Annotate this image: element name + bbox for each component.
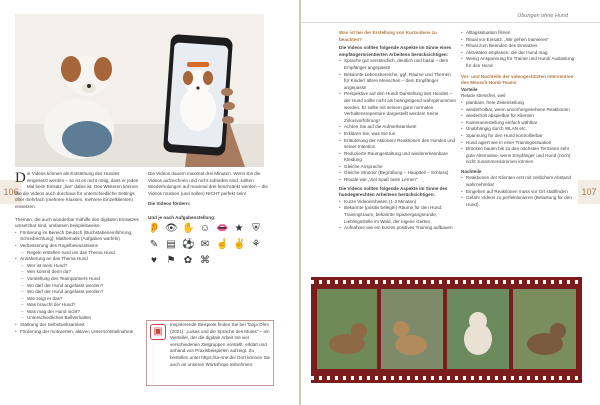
- list-item: • Eingehen auf Reaktionen muss vor Ort stattfinden: [461, 189, 577, 196]
- list-item: • Gefahr Videos zu perfektionieren (Belastung für den Hund): [461, 195, 577, 208]
- topic-item: – Wer kommt denn da?: [15, 269, 139, 276]
- dog-list: [339, 199, 457, 232]
- eye-icon: 👁: [165, 223, 178, 234]
- pencil-icon: ✎: [149, 239, 159, 250]
- puzzle-icon: ⚘: [251, 239, 261, 250]
- list-item: • Achten Sie auf die Aufmerksamkeit!: [339, 124, 457, 131]
- dog-film-strip: [311, 277, 582, 383]
- list-item: • Reaktionen der Klienten erst mit zeitlichem Abstand wahrnehmbar: [461, 175, 577, 188]
- right-page: [301, 0, 600, 405]
- intro-text: ie Videos können als Entstehung des Hundes eingesetzt werden – so ist es nicht nötig, dass er jedes Mal beim Einsatz „live“ dabei ist. Des Weiteren können Sie die Videos auch durchaus für unterschiedliche Settings öfter mehrfach (mehrere Klassen, mehrere Einzelklienten) einsetzen.: [15, 171, 139, 209]
- topic-list: [15, 230, 139, 336]
- list-item: • Hund agiert wie in einer Trainingssituation: [461, 140, 577, 147]
- topics-intro: Themen, die auch wunderbar mithilfe des digitalen Einsatzes umsetzbar sind, umfassen beispielsweise:: [15, 216, 139, 229]
- topic-item: – Wo darf der Hund angefasst werden?: [15, 289, 139, 296]
- list-item: • Erklären Sie, was Sie tun: [339, 131, 457, 138]
- left-column-text: [15, 171, 139, 335]
- topic-item: • Annäherung an das Thema Hund: [15, 256, 139, 263]
- skill-icons: [148, 223, 274, 267]
- list-item: • Unabhängig durch WLAN etc.: [461, 126, 577, 133]
- topic-item: – Was braucht der Hund?: [15, 302, 139, 309]
- list-item: • Kameraeinstellung einfach wählbar: [461, 120, 577, 127]
- topic-item: • Förderung im Bereich Deutsch (Buchstabeneinführung, Schreibrichtung), Mathematik (Aufgaben würfeln): [15, 230, 139, 243]
- vn-heading: Vor- und Nachteile der videogestützten Intervention des Mensch-Hund-Teams: [461, 73, 574, 86]
- list-item: • Gleiche Struktur (Begrüßung – Hauptteil – Schluss): [339, 170, 457, 177]
- tip-text: Inspirierende Beispiele finden Sie bei Tanja Ohm (2021): „Lukas und die Sprache des Mutes“ – ein Vierteiler, der die digitale Arbeit mit vier verschiedenen Zielgruppen vorstellt, erklärt und anhand von Praxisbeispielen aufzeigt. Zu bestellen unter https://ta-nne.de/ Dort können Sie auch an unseren Workshops teilnehmen.: [170, 322, 271, 367]
- list-item: • wiederholbar, wenn unvorhergesehene Reaktionen: [461, 107, 577, 114]
- chat-icon: ✉: [200, 239, 210, 250]
- list-item: • Aktivitäten einplanen, die der Hund mag: [461, 50, 577, 57]
- film-frame-1: [317, 289, 377, 369]
- list-item: • Erläuterung der Aktionen/ Reaktionen des Hundes und seiner Intention: [339, 138, 457, 151]
- list-item: • Alltagssituation filmen: [461, 30, 577, 37]
- list-item: • Brücken bauen bis zu den nächsten Terminen sehr gute Alternative, wenn Empfänger und Hund (noch) nicht zusammenkommen können: [461, 146, 577, 166]
- smile-icon: ☺: [199, 223, 211, 234]
- list-item: • Ritual zum Beenden des Einsatzes: [461, 43, 577, 50]
- page-number-left: 106: [0, 180, 22, 204]
- topic-item: • Verbesserung des Regelbewusstseins: [15, 243, 139, 250]
- list-item: • Perspektive auf den Hund/ Darstellung des Hundes – der Hund sollte nicht als beängstigend wahrgenommen werden. Er sollte mit seinem ganz normalen Verhaltensrepertoire dargestellt werden! Keine Zirkusvorführung!: [339, 91, 457, 124]
- col1: [339, 30, 457, 232]
- h-sub: Die Videos sollten folgende Aspekte im Sinne des hundegerechten Arbeitens berücksichtigen:: [339, 185, 448, 198]
- list-item: • Reduzierte Raumgestaltung und wiedererkennbare Kleidung: [339, 151, 457, 164]
- left-page: [0, 0, 299, 405]
- hand-up-icon: ✌: [233, 239, 246, 250]
- vorteile-list: [461, 100, 577, 166]
- star-icon: ★: [234, 223, 244, 234]
- topic-item: – Regeln erstellen rund um das Thema Hund: [15, 250, 139, 257]
- list-item: • Aufnahme wie ein kurzes positives Training aufbauen: [339, 225, 457, 232]
- topic-item: • Stärkung der Selbstwirksamkeit: [15, 322, 139, 329]
- nachteile-label: Nachteile: [461, 168, 482, 174]
- video-duration-paragraph: Die Videos dauern maximal drei Minuten. Wenn Sie die Videos aufzeichnen und nicht zufrieden sind, sollten Wiederholungen auf maximal drei beschränkt werden – die Videos müssen (und sollen) NICHT perfekt sein!: [148, 171, 268, 196]
- topic-item: – Unterschiedliches Bellverhalten: [15, 315, 139, 322]
- ball-icon: ⚽: [182, 239, 195, 250]
- topic-item: • Förderung der motivierten, aktiven Unterrichtsteilnahme: [15, 329, 139, 336]
- topic-item: – Wo darf der Hund angefasst werden?: [15, 283, 139, 290]
- list-item: • Rituale wie „Viel Spaß beim Lernen“: [339, 177, 457, 184]
- dog-video-illustration: [15, 14, 264, 167]
- right-column-text: [148, 171, 274, 208]
- topic-item: – Wie zeigt er das?: [15, 296, 139, 303]
- list-item: • wiederholt abspielbar für Klienten: [461, 113, 577, 120]
- icons-heading-1: Die Videos fördern:: [148, 201, 191, 207]
- recipient-list: [339, 58, 457, 183]
- nachteile-list: [461, 175, 577, 208]
- run-icon: ⚑: [166, 255, 176, 266]
- list-item: • Ritual vor Einsatz: „Wir gehen trainieren“: [461, 37, 577, 44]
- heart-icon: ♥: [151, 255, 157, 266]
- topic-item: – Vorstellung des Teampartners Hund: [15, 276, 139, 283]
- page-number-right: 107: [578, 180, 600, 204]
- book-icon: ▤: [166, 239, 176, 250]
- list-item: • Kurze Videoeinheiten (1-3 Minuten): [339, 199, 457, 206]
- topic-item: – Wer ist mein Hund?: [15, 263, 139, 270]
- pointer-icon: ☝: [216, 239, 229, 250]
- vorteile-label: Vorteile: [461, 86, 478, 92]
- list-item: • Bekannte (positiv belegte) Räume für den Hund: Trainingsraum, bekannte Spaziergangsrunde, Lieblingsstelle im Wald, der eigene Garten: [339, 205, 457, 225]
- hand-icon: ✋: [182, 223, 195, 234]
- q-sub: Die Videos sollten folgende Aspekte im Sinne eines empfängerorientierten Arbeitens berücksichtigen:: [339, 45, 452, 57]
- film-frame-3: [447, 289, 509, 369]
- q-heading: Was ist bei der Erstellung von Kurzvideos zu beachten?: [339, 30, 437, 42]
- header-rule: [301, 22, 600, 23]
- intro-paragraph: [15, 171, 139, 211]
- mouth-icon: 👄: [216, 223, 229, 234]
- col2: [461, 30, 577, 208]
- topic-item: – Was mag der Hund nicht?: [15, 309, 139, 316]
- shield-icon: ⛨: [252, 223, 260, 234]
- list-item: • Gleiche Ansprache: [339, 164, 457, 171]
- ear-icon: 👂: [148, 223, 161, 234]
- list-item: • planbare, freie Zeiteinteilung: [461, 100, 577, 107]
- list-item: • Wenig Anspannung für Trainer und Hund/ Auslastung für den Hund: [461, 56, 577, 69]
- film-frame-4: [513, 289, 576, 369]
- paw-icon: ✿: [183, 255, 193, 266]
- bone-icon: ⌘: [200, 255, 210, 266]
- film-frame-2: [381, 289, 443, 369]
- rituals-list: [461, 30, 577, 70]
- icons-heading-2: Und je nach Aufgabenstellung:: [148, 215, 216, 220]
- running-head: Übungen ohne Hund: [517, 13, 568, 19]
- vorteile-intro: Relativ stressfrei, weil: [461, 93, 506, 99]
- hero-photo: [15, 14, 264, 167]
- list-item: • Spannung für den Hund kontrollierbar: [461, 133, 577, 140]
- list-item: • Sprache gut verständlich, deutlich und basal – dem Empfänger angepasst!: [339, 58, 457, 71]
- drop-cap: D: [15, 170, 26, 186]
- list-item: • Bekannte Lebensbereiche, ggf. Räume und Themen für Kinder/ ältere Menschen – dem Empfänger angepasst!: [339, 72, 457, 92]
- presentation-icon: ▣: [150, 324, 166, 340]
